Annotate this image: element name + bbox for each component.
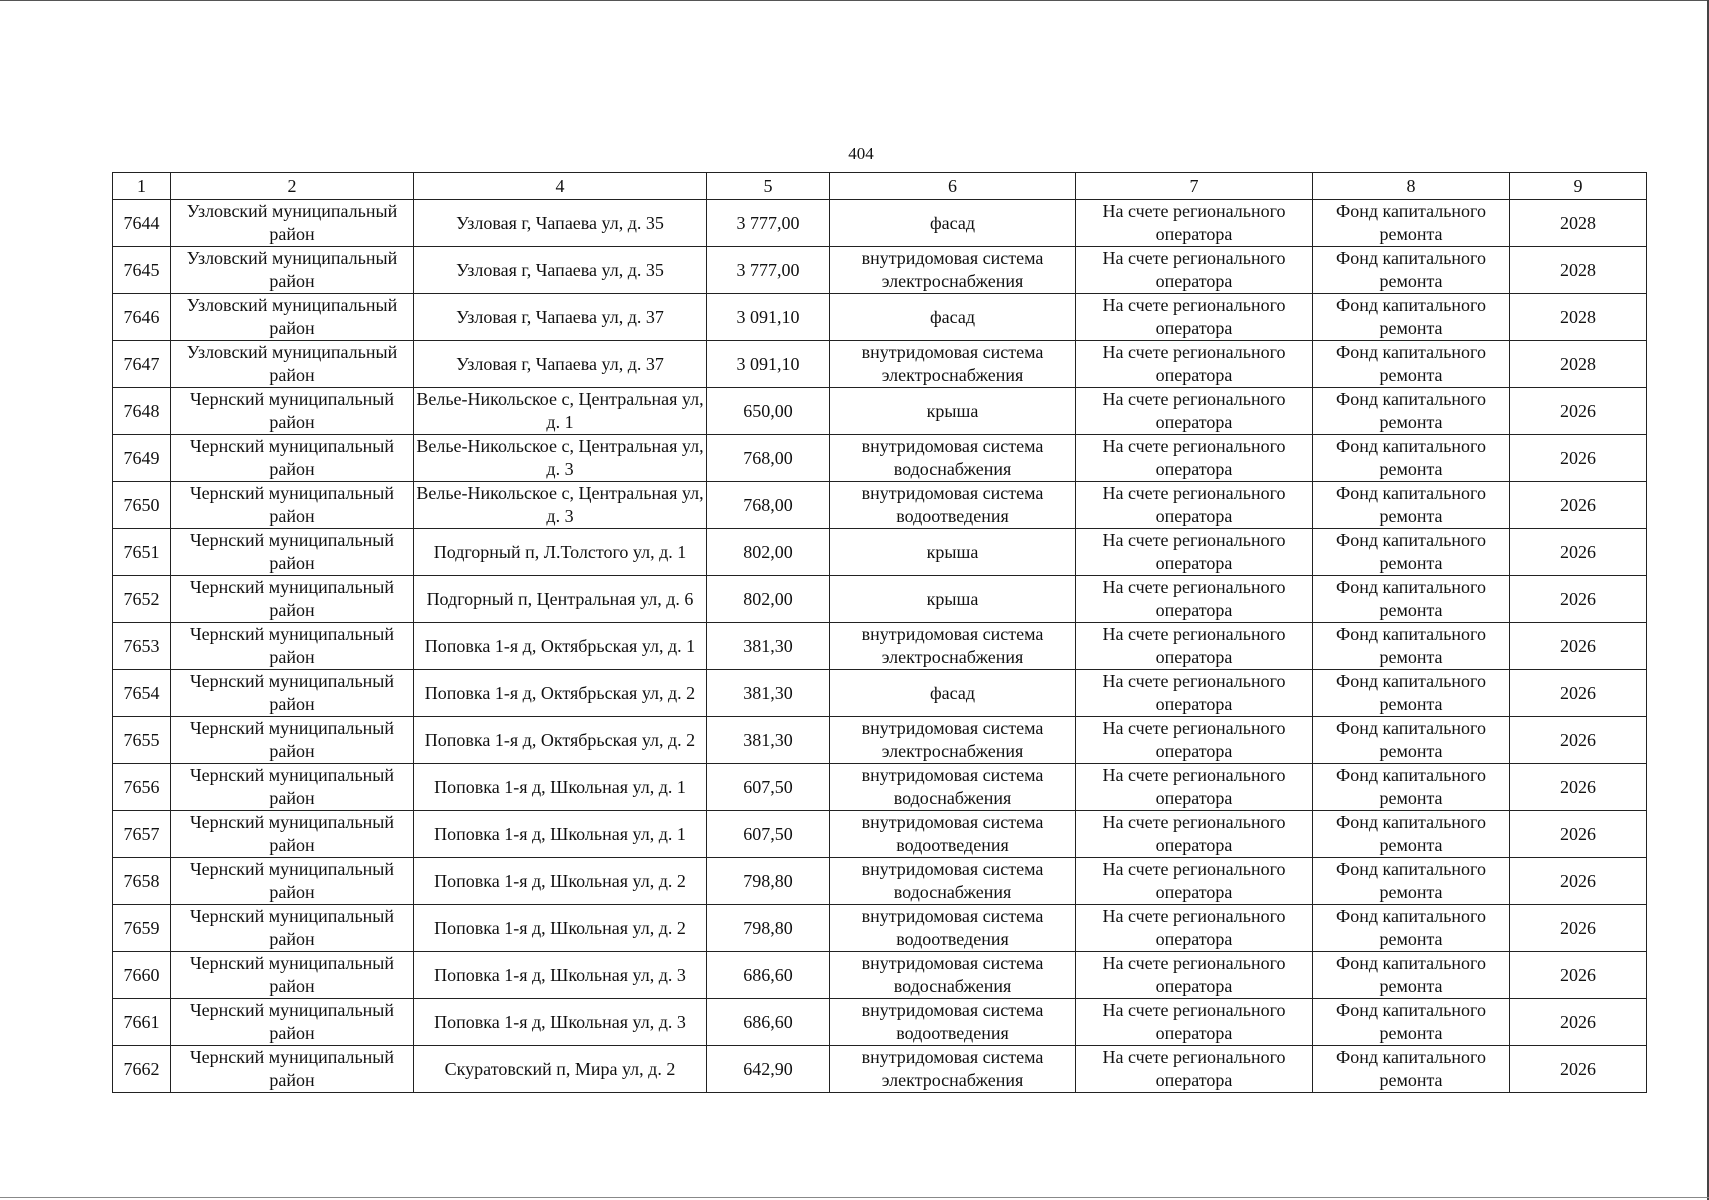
funding-source-cell: Фонд капитального ремонта [1313,764,1510,811]
area-cell: 768,00 [707,482,830,529]
year-cell: 2026 [1510,858,1647,905]
funding-source-cell: Фонд капитального ремонта [1313,576,1510,623]
table-row [113,623,1647,670]
account-cell: На счете регионального оператора [1076,952,1313,999]
row-number-cell: 7646 [113,294,171,341]
funding-source-cell: Фонд капитального ремонта [1313,623,1510,670]
work-type-cell: крыша [830,529,1076,576]
area-cell: 607,50 [707,811,830,858]
work-type-cell: внутридомовая система водоотведения [830,905,1076,952]
address-cell: Подгорный п, Центральная ул, д. 6 [414,576,707,623]
table-row [113,388,1647,435]
work-type-cell: внутридомовая система водоснабжения [830,435,1076,482]
year-cell: 2026 [1510,482,1647,529]
area-cell: 642,90 [707,1046,830,1093]
table-row [113,905,1647,952]
account-cell: На счете регионального оператора [1076,576,1313,623]
area-cell: 686,60 [707,999,830,1046]
funding-source-cell: Фонд капитального ремонта [1313,858,1510,905]
address-cell: Узловая г, Чапаева ул, д. 35 [414,200,707,247]
district-cell: Чернский муниципальный район [171,858,414,905]
year-cell: 2028 [1510,341,1647,388]
table-row [113,999,1647,1046]
address-cell: Поповка 1-я д, Октябрьская ул, д. 1 [414,623,707,670]
work-type-cell: внутридомовая система электроснабжения [830,1046,1076,1093]
area-cell: 768,00 [707,435,830,482]
year-cell: 2026 [1510,717,1647,764]
row-number-cell: 7645 [113,247,171,294]
row-number-cell: 7651 [113,529,171,576]
year-cell: 2026 [1510,388,1647,435]
address-cell: Узловая г, Чапаева ул, д. 37 [414,294,707,341]
work-type-cell: внутридомовая система водоснабжения [830,764,1076,811]
row-number-cell: 7653 [113,623,171,670]
column-header: 6 [830,173,1076,200]
address-cell: Поповка 1-я д, Октябрьская ул, д. 2 [414,670,707,717]
row-number-cell: 7659 [113,905,171,952]
work-type-cell: крыша [830,576,1076,623]
year-cell: 2028 [1510,247,1647,294]
area-cell: 3 777,00 [707,200,830,247]
work-type-cell: внутридомовая система электроснабжения [830,623,1076,670]
table-row [113,764,1647,811]
area-cell: 798,80 [707,858,830,905]
row-number-cell: 7657 [113,811,171,858]
address-cell: Узловая г, Чапаева ул, д. 37 [414,341,707,388]
district-cell: Чернский муниципальный район [171,999,414,1046]
district-cell: Чернский муниципальный район [171,670,414,717]
table-row [113,294,1647,341]
address-cell: Поповка 1-я д, Школьная ул, д. 1 [414,811,707,858]
district-cell: Узловский муниципальный район [171,200,414,247]
column-header: 9 [1510,173,1647,200]
address-cell: Узловая г, Чапаева ул, д. 35 [414,247,707,294]
work-type-cell: внутридомовая система водоотведения [830,482,1076,529]
account-cell: На счете регионального оператора [1076,811,1313,858]
column-header: 1 [113,173,171,200]
area-cell: 607,50 [707,764,830,811]
year-cell: 2026 [1510,670,1647,717]
table-row [113,1046,1647,1093]
table-row [113,952,1647,999]
account-cell: На счете регионального оператора [1076,200,1313,247]
row-number-cell: 7658 [113,858,171,905]
column-header: 7 [1076,173,1313,200]
row-number-cell: 7655 [113,717,171,764]
row-number-cell: 7661 [113,999,171,1046]
year-cell: 2026 [1510,1046,1647,1093]
row-number-cell: 7652 [113,576,171,623]
account-cell: На счете регионального оператора [1076,623,1313,670]
table-row [113,529,1647,576]
funding-source-cell: Фонд капитального ремонта [1313,294,1510,341]
district-cell: Узловский муниципальный район [171,247,414,294]
page-number: 404 [848,144,874,163]
table-row [113,858,1647,905]
district-cell: Чернский муниципальный район [171,952,414,999]
table-row [113,341,1647,388]
funding-source-cell: Фонд капитального ремонта [1313,952,1510,999]
year-cell: 2028 [1510,200,1647,247]
table-row [113,435,1647,482]
account-cell: На счете регионального оператора [1076,388,1313,435]
row-number-cell: 7656 [113,764,171,811]
account-cell: На счете регионального оператора [1076,858,1313,905]
row-number-cell: 7654 [113,670,171,717]
district-cell: Чернский муниципальный район [171,529,414,576]
year-cell: 2028 [1510,294,1647,341]
work-type-cell: внутридомовая система электроснабжения [830,341,1076,388]
address-cell: Велье-Никольское с, Центральная ул, д. 3 [414,435,707,482]
year-cell: 2026 [1510,529,1647,576]
funding-source-cell: Фонд капитального ремонта [1313,435,1510,482]
table-body [113,173,1647,1093]
area-cell: 3 091,10 [707,294,830,341]
year-cell: 2026 [1510,999,1647,1046]
funding-source-cell: Фонд капитального ремонта [1313,388,1510,435]
district-cell: Узловский муниципальный район [171,294,414,341]
account-cell: На счете регионального оператора [1076,1046,1313,1093]
funding-source-cell: Фонд капитального ремонта [1313,670,1510,717]
area-cell: 802,00 [707,576,830,623]
address-cell: Поповка 1-я д, Школьная ул, д. 3 [414,952,707,999]
column-header: 2 [171,173,414,200]
district-cell: Узловский муниципальный район [171,341,414,388]
scan-edge-top [0,0,1709,1]
work-type-cell: внутридомовая система водоотведения [830,811,1076,858]
column-header: 5 [707,173,830,200]
work-type-cell: внутридомовая система водоснабжения [830,858,1076,905]
work-type-cell: фасад [830,294,1076,341]
account-cell: На счете регионального оператора [1076,247,1313,294]
year-cell: 2026 [1510,952,1647,999]
work-type-cell: фасад [830,200,1076,247]
row-number-cell: 7660 [113,952,171,999]
address-cell: Подгорный п, Л.Толстого ул, д. 1 [414,529,707,576]
funding-source-cell: Фонд капитального ремонта [1313,1046,1510,1093]
area-cell: 381,30 [707,670,830,717]
table-row [113,247,1647,294]
work-type-cell: фасад [830,670,1076,717]
address-cell: Поповка 1-я д, Октябрьская ул, д. 2 [414,717,707,764]
district-cell: Чернский муниципальный район [171,623,414,670]
column-header: 4 [414,173,707,200]
funding-source-cell: Фонд капитального ремонта [1313,247,1510,294]
funding-source-cell: Фонд капитального ремонта [1313,341,1510,388]
area-cell: 650,00 [707,388,830,435]
area-cell: 381,30 [707,623,830,670]
account-cell: На счете регионального оператора [1076,482,1313,529]
table-row [113,576,1647,623]
work-type-cell: внутридомовая система водоснабжения [830,952,1076,999]
funding-source-cell: Фонд капитального ремонта [1313,811,1510,858]
row-number-cell: 7649 [113,435,171,482]
year-cell: 2026 [1510,764,1647,811]
funding-source-cell: Фонд капитального ремонта [1313,905,1510,952]
funding-source-cell: Фонд капитального ремонта [1313,482,1510,529]
address-cell: Скуратовский п, Мира ул, д. 2 [414,1046,707,1093]
row-number-cell: 7644 [113,200,171,247]
district-cell: Чернский муниципальный район [171,435,414,482]
address-cell: Велье-Никольское с, Центральная ул, д. 1 [414,388,707,435]
district-cell: Чернский муниципальный район [171,764,414,811]
address-cell: Поповка 1-я д, Школьная ул, д. 3 [414,999,707,1046]
district-cell: Чернский муниципальный район [171,388,414,435]
address-cell: Поповка 1-я д, Школьная ул, д. 1 [414,764,707,811]
column-number-row [113,173,1647,200]
funding-source-cell: Фонд капитального ремонта [1313,200,1510,247]
area-cell: 802,00 [707,529,830,576]
account-cell: На счете регионального оператора [1076,529,1313,576]
register-table [112,172,1647,1093]
account-cell: На счете регионального оператора [1076,670,1313,717]
year-cell: 2026 [1510,435,1647,482]
row-number-cell: 7650 [113,482,171,529]
table-row [113,811,1647,858]
table-row [113,200,1647,247]
work-type-cell: внутридомовая система электроснабжения [830,247,1076,294]
table-row [113,482,1647,529]
address-cell: Велье-Никольское с, Центральная ул, д. 3 [414,482,707,529]
address-cell: Поповка 1-я д, Школьная ул, д. 2 [414,905,707,952]
row-number-cell: 7647 [113,341,171,388]
district-cell: Чернский муниципальный район [171,576,414,623]
district-cell: Чернский муниципальный район [171,811,414,858]
year-cell: 2026 [1510,623,1647,670]
funding-source-cell: Фонд капитального ремонта [1313,999,1510,1046]
area-cell: 381,30 [707,717,830,764]
row-number-cell: 7662 [113,1046,171,1093]
address-cell: Поповка 1-я д, Школьная ул, д. 2 [414,858,707,905]
area-cell: 686,60 [707,952,830,999]
area-cell: 798,80 [707,905,830,952]
account-cell: На счете регионального оператора [1076,435,1313,482]
funding-source-cell: Фонд капитального ремонта [1313,717,1510,764]
account-cell: На счете регионального оператора [1076,294,1313,341]
district-cell: Чернский муниципальный район [171,482,414,529]
year-cell: 2026 [1510,576,1647,623]
table-row [113,717,1647,764]
account-cell: На счете регионального оператора [1076,341,1313,388]
district-cell: Чернский муниципальный район [171,905,414,952]
account-cell: На счете регионального оператора [1076,717,1313,764]
table-row [113,670,1647,717]
scan-edge-bottom [0,1197,1709,1198]
funding-source-cell: Фонд капитального ремонта [1313,529,1510,576]
account-cell: На счете регионального оператора [1076,764,1313,811]
year-cell: 2026 [1510,811,1647,858]
year-cell: 2026 [1510,905,1647,952]
district-cell: Чернский муниципальный район [171,1046,414,1093]
area-cell: 3 777,00 [707,247,830,294]
district-cell: Чернский муниципальный район [171,717,414,764]
area-cell: 3 091,10 [707,341,830,388]
account-cell: На счете регионального оператора [1076,905,1313,952]
work-type-cell: внутридомовая система водоотведения [830,999,1076,1046]
work-type-cell: крыша [830,388,1076,435]
account-cell: На счете регионального оператора [1076,999,1313,1046]
row-number-cell: 7648 [113,388,171,435]
column-header: 8 [1313,173,1510,200]
work-type-cell: внутридомовая система электроснабжения [830,717,1076,764]
